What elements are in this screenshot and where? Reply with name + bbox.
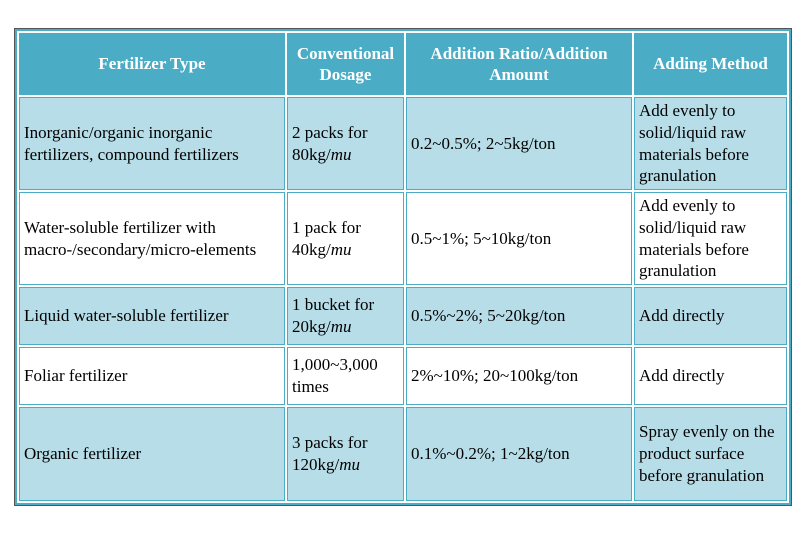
fertilizer-table [15,29,791,505]
table-row-water-soluble [19,192,787,285]
cell-method: Spray evenly on the product surface before granulation [634,407,787,501]
header-addition-ratio: Addition Ratio/Addition Amount [406,33,632,95]
cell-fertilizer-type: Inorganic/organic inorganic fertilizers, compound fertilizers [19,97,285,190]
cell-dosage [287,407,404,501]
table-row-liquid [19,287,787,345]
dosage-text: 2 packs for 80kg/ [292,122,368,164]
dosage-unit: mu [339,455,361,474]
cell-ratio: 0.2~0.5%; 2~5kg/ton [406,97,632,190]
dosage-text: 3 packs for 120kg/ [292,433,368,474]
cell-fertilizer-type: Water-soluble fertilizer with macro-/secondary/micro-elements [19,192,285,285]
cell-method: Add directly [634,287,787,345]
cell-method: Add directly [634,347,787,405]
header-row [19,33,787,95]
cell-ratio: 0.1%~0.2%; 1~2kg/ton [406,407,632,501]
dosage-unit: mu [330,239,352,259]
dosage-text: 1,000~3,000 times [292,355,378,396]
table-row-foliar [19,347,787,405]
cell-ratio: 0.5~1%; 5~10kg/ton [406,192,632,285]
dosage-unit: mu [330,144,352,164]
cell-dosage [287,287,404,345]
cell-fertilizer-type: Organic fertilizer [19,407,285,501]
cell-ratio: 2%~10%; 20~100kg/ton [406,347,632,405]
cell-dosage [287,192,404,285]
header-adding-method: Adding Method [634,33,787,95]
cell-method: Add evenly to solid/liquid raw materials before granulation [634,192,787,285]
header-fertilizer-type: Fertilizer Type [19,33,285,95]
table-row-organic [19,407,787,501]
cell-dosage [287,347,404,405]
cell-fertilizer-type: Liquid water-soluble fertilizer [19,287,285,345]
cell-fertilizer-type: Foliar fertilizer [19,347,285,405]
dosage-text: 1 bucket for 20kg/ [292,295,375,336]
table-row-inorganic [19,97,787,190]
cell-dosage [287,97,404,190]
dosage-text: 1 pack for 40kg/ [292,217,361,259]
header-conventional-dosage: Conventional Dosage [287,33,404,95]
cell-method: Add evenly to solid/liquid raw materials before granulation [634,97,787,190]
dosage-unit: mu [330,317,352,336]
cell-ratio: 0.5%~2%; 5~20kg/ton [406,287,632,345]
